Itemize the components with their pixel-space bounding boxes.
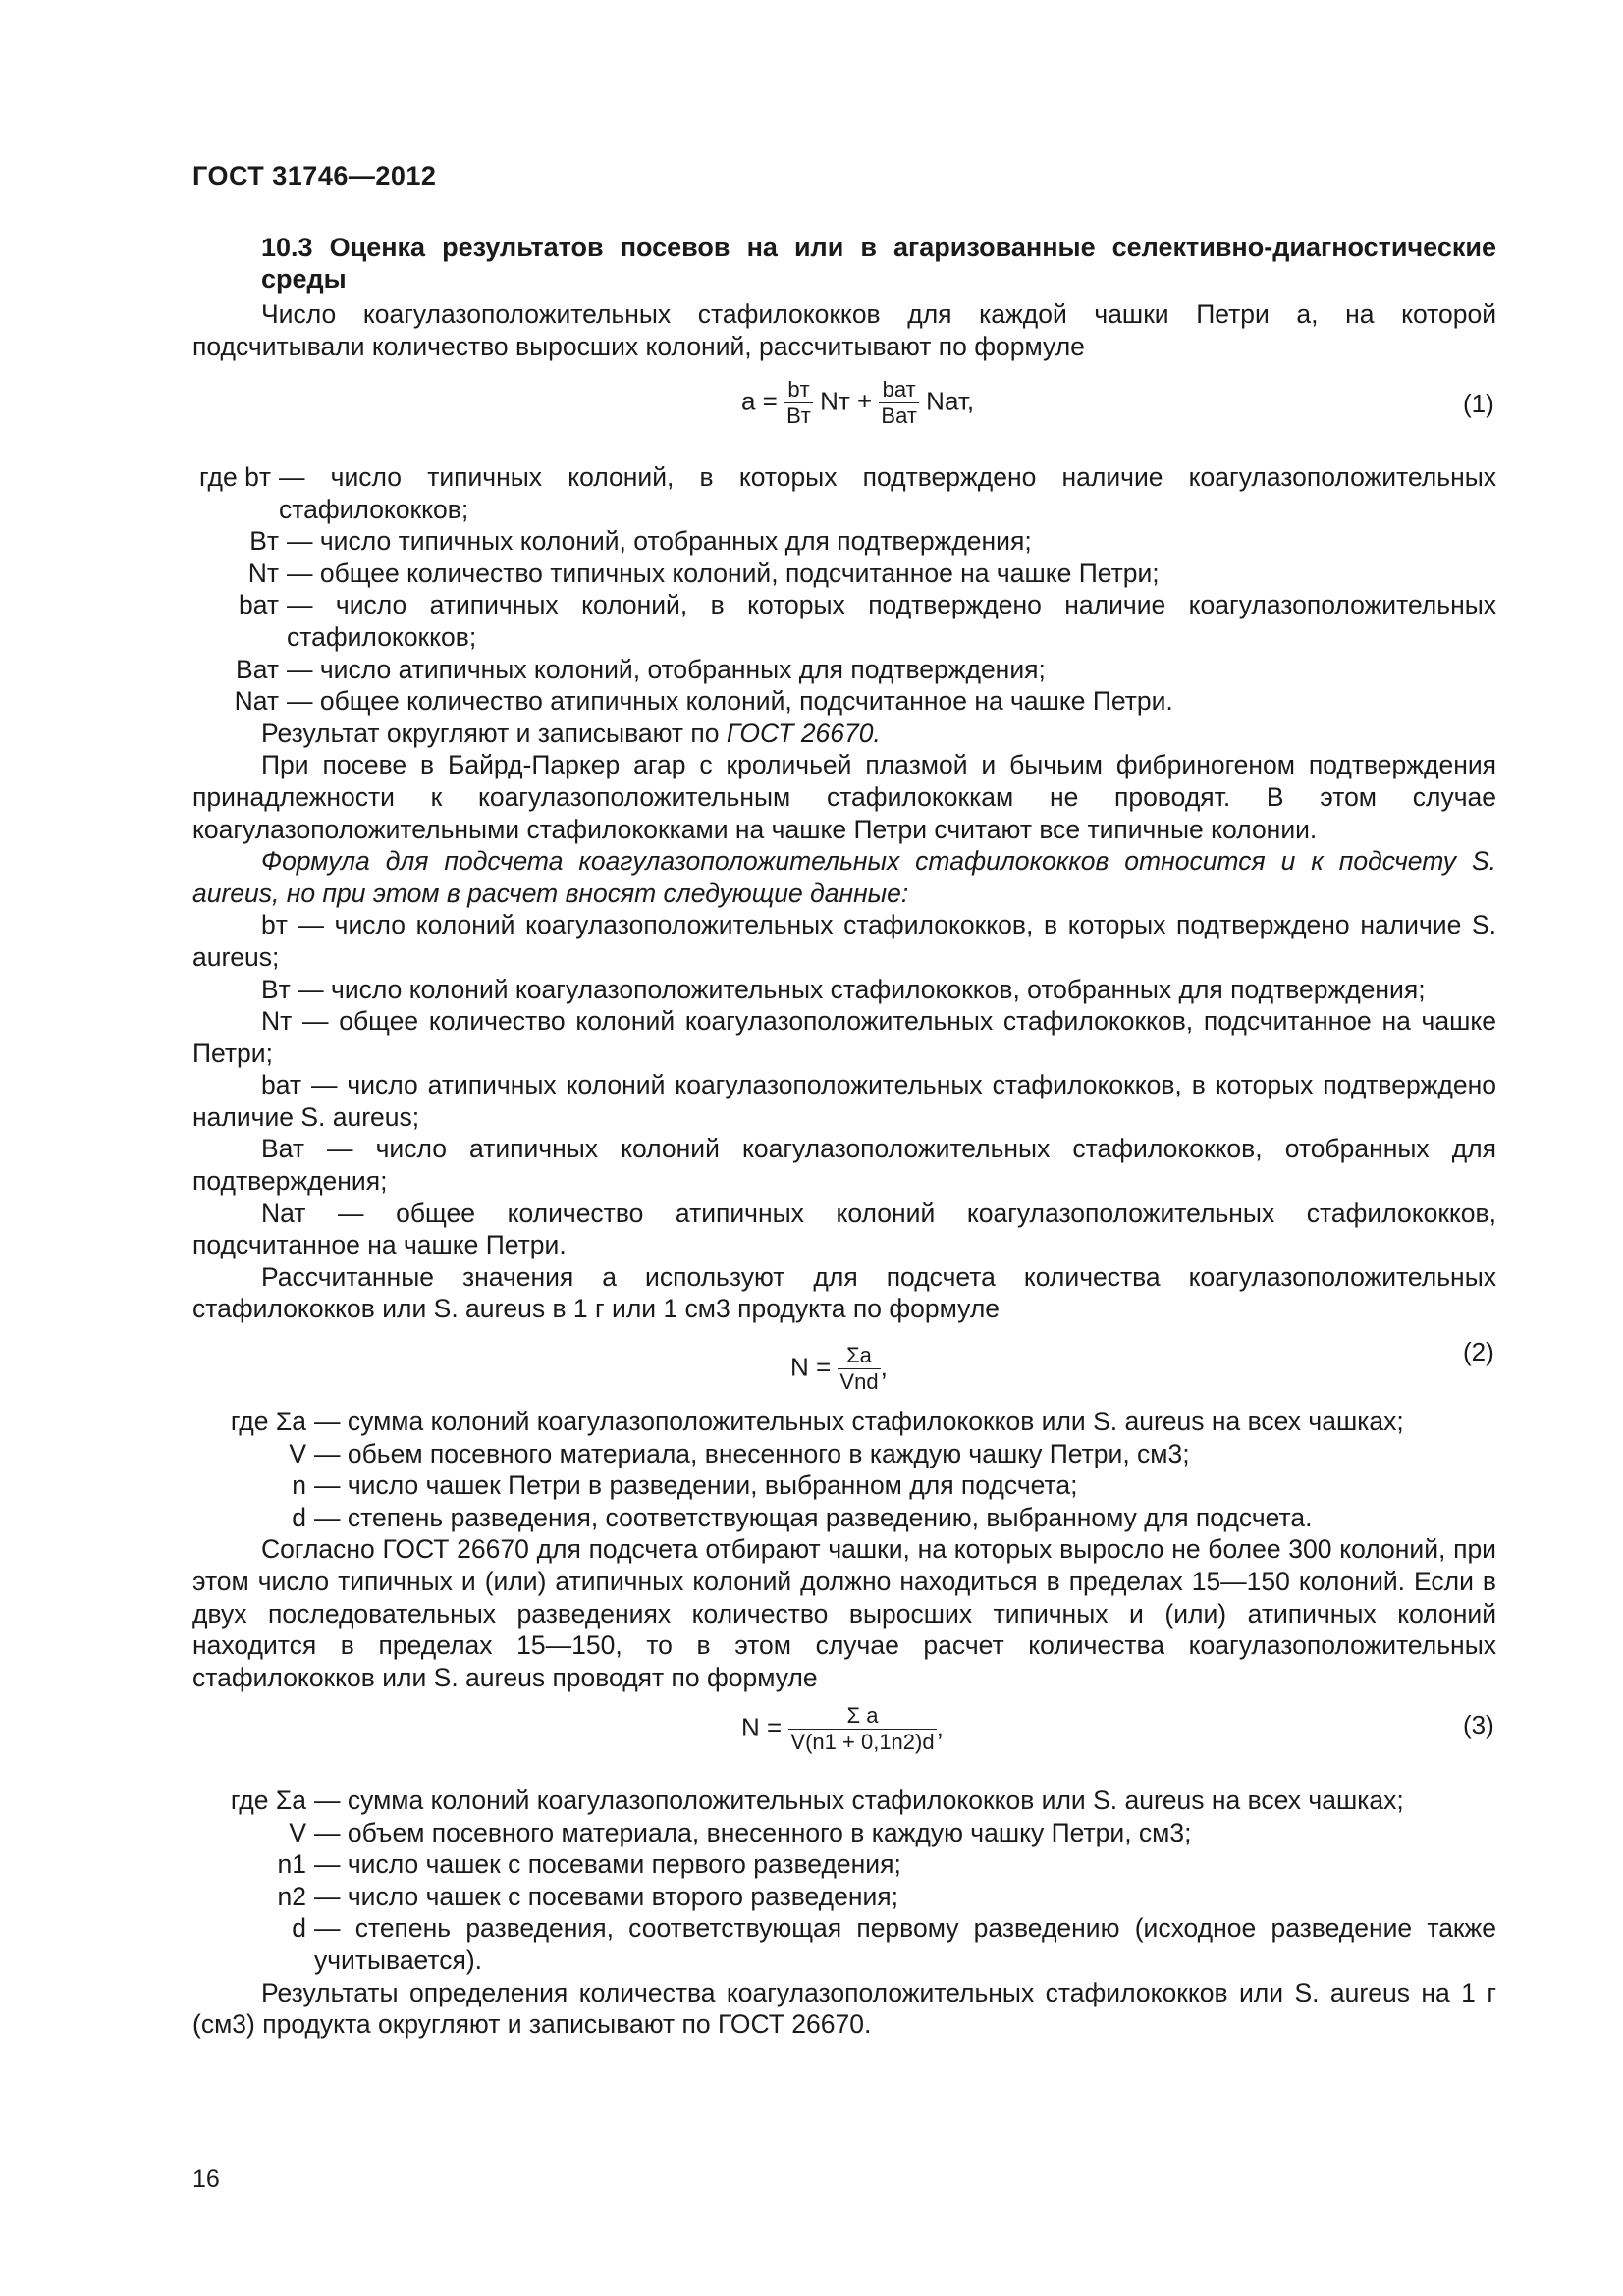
definition-item	[192, 1406, 1496, 1438]
formula-2-tail: ,	[880, 1352, 888, 1382]
formula-3-lhs: N =	[741, 1712, 783, 1742]
paragraph-s-aureus-intro: Формула для подсчета коагулазоположительных стафилококков относится и к подсчету S. aureus, но при этом в расчет вносят следующие данные:	[192, 846, 1496, 908]
paragraph-def-Nat: Nат — общее количество атипичных колоний коагулазоположительных стафилококков, подсчитанное на чашке Петри.	[192, 1198, 1496, 1260]
definition-symbol: bт	[244, 462, 271, 492]
definition-item	[192, 525, 1496, 558]
definition-symbol: Nат	[234, 686, 279, 717]
definition-symbol: bат	[238, 590, 279, 620]
paragraph-baird-parker: При посеве в Байрд-Паркер агар с кроличьей плазмой и бычьим фибриногеном подтверждения принадлежности к коагулазоположительным стафилококкам не проводят. В этом случае коагулазоположительными стафилококками на чашке Петри считают все типичные колонии.	[192, 750, 1496, 844]
paragraph-def-Bt: Bт — число колоний коагулазоположительных стафилококков, отобранных для подтверждения;	[261, 974, 1426, 1004]
formula-3-tail: ,	[936, 1712, 944, 1742]
definition-item	[192, 1469, 1496, 1502]
definition-item	[192, 558, 1496, 590]
definitions-3	[192, 1785, 1496, 2041]
definition-text: — объем посевного материала, внесенного в каждую чашку Петри, см3;	[314, 1817, 1192, 1847]
formula-2-number: (2)	[1463, 1337, 1494, 1366]
definition-text: — число типичных колоний, отобранных для подтверждения;	[287, 526, 1032, 557]
definition-text: — общее количество атипичных колоний, подсчитанное на чашке Петри.	[287, 686, 1173, 717]
formula-2-fraction	[838, 1343, 880, 1395]
formula-1-den-typical: Bт	[786, 403, 811, 428]
definition-symbol: Nт	[247, 558, 279, 588]
intro-block	[192, 298, 1496, 362]
definition-item	[192, 1785, 1496, 1817]
section-heading	[261, 232, 1496, 294]
formula-1-number: (1)	[1463, 389, 1494, 418]
formula-2-lhs: N =	[790, 1352, 832, 1382]
definition-symbol: d	[292, 1913, 306, 1944]
definition-symbol: где Σa	[230, 1786, 306, 1815]
standard-reference: ГОСТ 26670.	[726, 718, 881, 748]
definition-symbol: где Σa	[230, 1407, 306, 1436]
definition-text: — обьем посевного материала, внесенного в каждую чашку Петри, см3;	[314, 1438, 1190, 1468]
formula-1-term-typical: Nт +	[820, 386, 873, 416]
paragraph-gost-selection: Согласно ГОСТ 26670 для подсчета отбирают чашки, на которых выросло не более 300 колоний, при этом число типичных и (или) атипичных колоний должно находиться в пределах 15—150 колоний. Если в двух последовательных разведениях количество выросших типичных и (или) атипичных колоний находится в пределах 15—150, то в этом случае расчет количества коагулазоположительных стафилококков или S. aureus проводят по формуле	[192, 1534, 1496, 1692]
page-number: 16	[192, 2165, 220, 2193]
document-header: ГОСТ 31746—2012	[192, 161, 437, 190]
definition-item	[192, 461, 1496, 525]
definition-item	[192, 1912, 1496, 1976]
paragraph-calculated-values: Рассчитанные значения a используют для подсчета количества коагулазоположительных стафилококков или S. aureus в 1 г или 1 см3 продукта по формуле	[192, 1261, 1496, 1324]
definition-item	[192, 589, 1496, 653]
definition-item	[192, 1817, 1496, 1849]
definition-text: — число атипичных колоний, отобранных для подтверждения;	[287, 654, 1046, 684]
definition-text: — степень разведения, соответствующая первому разведению (исходное разведение также учитывается).	[314, 1913, 1496, 1975]
formula-1-fraction-typical	[784, 377, 813, 429]
section-title: Оценка результатов посевов на или в агаризованные селективно-диагностические среды	[261, 233, 1496, 294]
definition-symbol: V	[289, 1438, 306, 1468]
paragraph-results: Результаты определения количества коагулазоположительных стафилококков или S. aureus на 1 г (см3) продукта округляют и записывают по ГОСТ 26670.	[192, 1977, 1496, 2040]
definition-text: — число чашек Петри в разведении, выбранном для подсчета;	[314, 1470, 1078, 1501]
definition-text: — сумма колоний коагулазоположительных стафилококков или S. aureus на всех чашках;	[314, 1786, 1404, 1815]
formula-1-num-atypical: bат	[879, 377, 919, 403]
definition-item	[192, 1438, 1496, 1470]
definition-text: — число атипичных колоний, в которых подтверждено наличие коагулазоположительных стафилококков;	[287, 590, 1496, 652]
definition-text: — сумма колоний коагулазоположительных стафилококков или S. aureus на всех чашках;	[314, 1407, 1404, 1436]
formula-3-number: (3)	[1463, 1710, 1494, 1739]
definitions-2	[192, 1406, 1496, 1693]
formula-1-fraction-atypical	[879, 377, 919, 429]
definition-item	[192, 685, 1496, 718]
definition-item	[192, 1848, 1496, 1881]
definition-symbol: n1	[277, 1849, 306, 1880]
definition-text: — степень разведения, соответствующая разведению, выбранному для подсчета.	[314, 1502, 1313, 1532]
definition-symbol: Bт	[249, 526, 279, 557]
definition-item	[192, 1881, 1496, 1913]
definitions-lead: где	[199, 462, 238, 492]
section-number: 10.3	[261, 233, 313, 262]
formula-3-numerator: Σ a	[788, 1703, 936, 1730]
paragraph-def-bt: bт — число колоний коагулазоположительных стафилококков, в которых подтверждено наличие S. aureus;	[192, 910, 1496, 972]
formula-1-num-typical: bт	[784, 377, 813, 403]
definition-item	[192, 654, 1496, 686]
definition-text: — общее количество типичных колоний, подсчитанное на чашке Петри;	[287, 558, 1160, 588]
definition-symbol: n2	[277, 1881, 306, 1911]
definition-symbol: Bат	[236, 654, 279, 684]
definition-text: — число чашек с посевами второго разведения;	[314, 1881, 899, 1911]
paragraph-def-Nt: Nт — общее количество колоний коагулазоположительных стафилококков, подсчитанное на чашке Петри;	[192, 1006, 1496, 1068]
formula-1	[741, 377, 974, 429]
formula-1-lhs: a =	[741, 386, 778, 416]
definition-symbol: n	[292, 1470, 306, 1501]
formula-2-denominator: Vnd	[839, 1369, 879, 1394]
formula-2	[790, 1343, 888, 1395]
paragraph-rounding: Результат округляют и записывают по ГОСТ 26670.	[261, 718, 881, 748]
formula-3	[741, 1703, 944, 1755]
paragraph-def-Bat: Bат — число атипичных колоний коагулазоположительных стафилококков, отобранных для подтверждения;	[192, 1134, 1496, 1197]
definition-item	[192, 1502, 1496, 1534]
definitions-1	[192, 461, 1496, 1325]
definition-symbol: d	[292, 1502, 306, 1532]
paragraph-intro: Число коагулазоположительных стафилококков для каждой чашки Петри a, на которой подсчитывали количество выросших колоний, рассчитывают по формуле	[192, 299, 1496, 361]
formula-2-numerator: Σa	[838, 1343, 880, 1369]
definition-text: — число чашек с посевами первого разведения;	[314, 1849, 901, 1880]
definition-symbol: V	[289, 1817, 306, 1847]
formula-1-term-atypical: Nат,	[926, 386, 975, 416]
formula-1-den-atypical: Bат	[881, 403, 917, 428]
paragraph-def-bat: bат — число атипичных колоний коагулазоположительных стафилококков, в которых подтверждено наличие S. aureus;	[192, 1070, 1496, 1132]
formula-3-fraction	[788, 1703, 936, 1755]
formula-3-denominator: V(n1 + 0,1n2)d	[790, 1730, 935, 1754]
definition-text: — число типичных колоний, в которых подтверждено наличие коагулазоположительных стафилококков;	[279, 462, 1496, 524]
